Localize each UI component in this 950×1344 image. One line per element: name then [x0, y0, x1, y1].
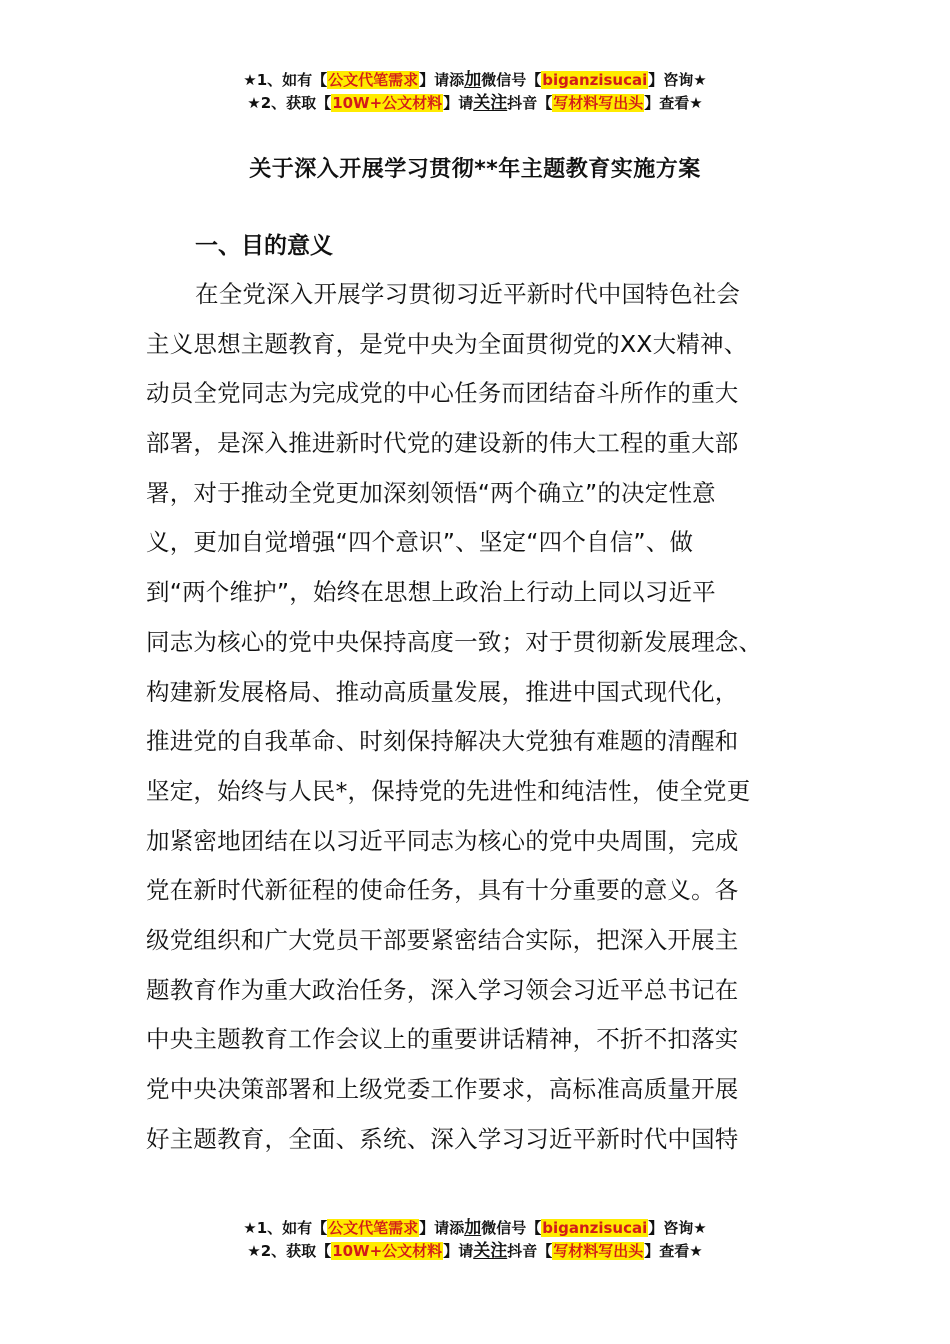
promo-emphasis: 加 — [464, 70, 482, 90]
promo-emphasis: 关注 — [473, 1241, 508, 1261]
body-line: 主义思想主题教育，是党中央为全面贯彻党的XX大精神、 — [146, 329, 748, 358]
promo-emphasis: 关注 — [473, 93, 508, 113]
promo-line-2 — [0, 92, 950, 115]
promo-line-1 — [0, 69, 950, 92]
body-line: 部署，是深入推进新时代党的建设新的伟大工程的重大部 — [146, 429, 739, 458]
body-line: 坚定，始终与人民*，保持党的先进性和纯洁性，使全党更 — [146, 776, 751, 805]
promo-text: ★2、获取【 — [247, 1242, 332, 1260]
body-line: 中央主题教育工作会议上的重要讲话精神，不折不扣落实 — [146, 1025, 739, 1054]
body-line: 推进党的自我革命、时刻保持解决大党独有难题的清醒和 — [146, 727, 739, 756]
body-line: 加紧密地团结在以习近平同志为核心的党中央周围，完成 — [146, 826, 739, 855]
promo-highlight: 公文代笔需求 — [328, 1219, 419, 1237]
promo-text: ★1、如有【 — [243, 1219, 328, 1237]
promo-text: 】查看★ — [644, 94, 703, 112]
promo-line-1 — [0, 1217, 950, 1240]
promo-douyin-id: 写材料写出头 — [553, 94, 644, 112]
promo-highlight: 公文代笔需求 — [328, 71, 419, 89]
promo-text: ★2、获取【 — [247, 94, 332, 112]
body-line: 动员全党同志为完成党的中心任务而团结奋斗所作的重大 — [146, 379, 739, 408]
promo-text: 】请添 — [419, 71, 465, 89]
promo-text: 】查看★ — [644, 1242, 703, 1260]
promo-text: 微信号【 — [481, 71, 542, 89]
promo-text: 抖音【 — [507, 94, 553, 112]
body-line: 构建新发展格局、推动高质量发展，推进中国式现代化， — [146, 677, 739, 706]
promo-highlight: 10W+公文材料 — [332, 94, 443, 112]
document-body — [146, 270, 806, 1164]
document-title: 关于深入开展学习贯彻**年主题教育实施方案 — [249, 157, 701, 182]
section-heading: 一、目的意义 — [195, 233, 333, 259]
promo-wechat-id: biganzisucai — [542, 1219, 648, 1237]
promo-emphasis: 加 — [464, 1218, 482, 1238]
body-line: 同志为核心的党中央保持高度一致；对于贯彻新发展理念、 — [146, 627, 763, 656]
body-line: 级党组织和广大党员干部要紧密结合实际，把深入开展主 — [146, 925, 739, 954]
promo-text: ★1、如有【 — [243, 71, 328, 89]
body-line: 党中央决策部署和上级党委工作要求，高标准高质量开展 — [146, 1075, 739, 1103]
body-line: 署，对于推动全党更加深刻领悟“两个确立”的决定性意 — [146, 478, 716, 507]
body-line: 题教育作为重大政治任务，深入学习领会习近平总书记在 — [146, 975, 739, 1004]
promo-text: 】咨询★ — [648, 71, 707, 89]
promo-text: 】请添 — [419, 1219, 465, 1237]
body-line: 在全党深入开展学习贯彻习近平新时代中国特色社会 — [195, 280, 741, 308]
promo-text: 微信号【 — [481, 1219, 542, 1237]
promo-text: 】请 — [443, 1242, 474, 1260]
promo-douyin-id: 写材料写出头 — [553, 1242, 644, 1260]
promo-highlight: 10W+公文材料 — [332, 1242, 443, 1260]
footer-promo — [0, 1217, 950, 1263]
promo-text: 抖音【 — [507, 1242, 553, 1260]
promo-text: 】咨询★ — [648, 1219, 707, 1237]
promo-text: 】请 — [443, 94, 474, 112]
body-line: 党在新时代新征程的使命任务，具有十分重要的意义。各 — [146, 876, 739, 905]
promo-line-2 — [0, 1240, 950, 1263]
body-line: 好主题教育，全面、系统、深入学习习近平新时代中国特 — [146, 1124, 739, 1153]
body-line: 义，更加自觉增强“四个意识”、坚定“四个自信”、做 — [146, 528, 694, 557]
header-promo — [0, 69, 950, 115]
promo-wechat-id: biganzisucai — [542, 71, 648, 89]
body-line: 到“两个维护”，始终在思想上政治上行动上同以习近平 — [146, 578, 716, 607]
